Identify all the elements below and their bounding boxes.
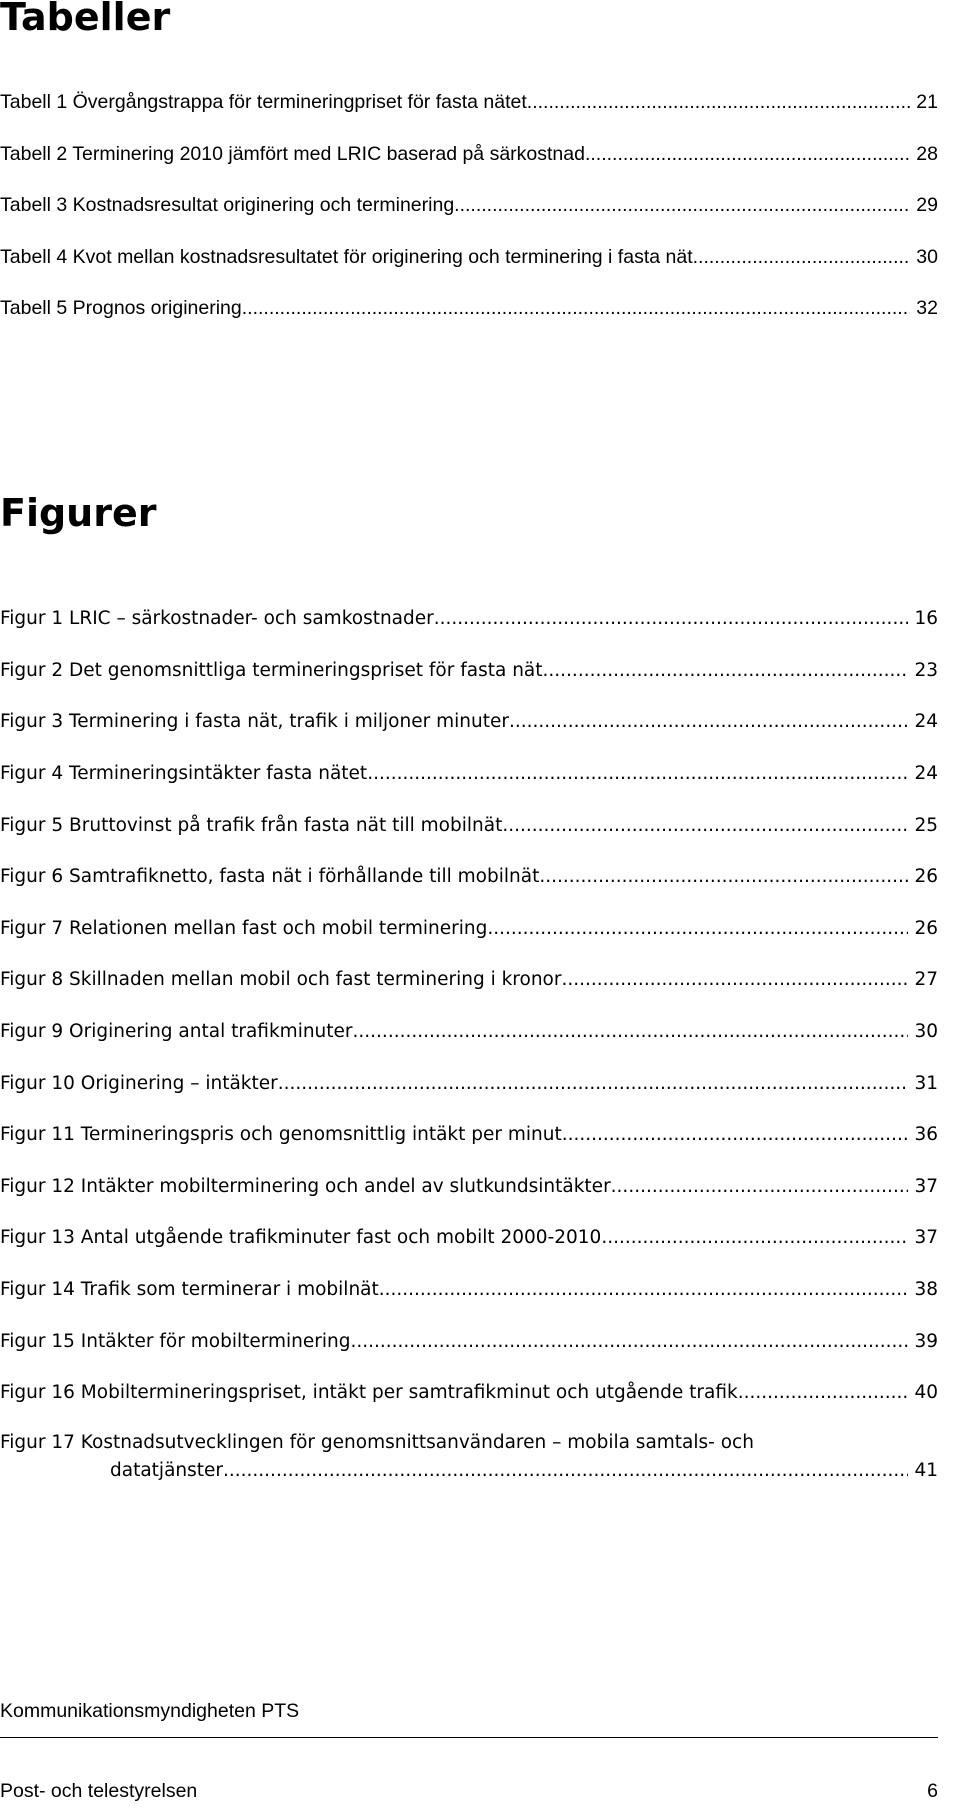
dot-leader (434, 608, 909, 630)
dot-leader (601, 1227, 908, 1249)
toc-entry-continuation (0, 1457, 938, 1485)
toc-entry-page: 28 (916, 143, 938, 165)
toc-entry-page: 24 (914, 763, 938, 784)
toc-entry-figure-8[interactable] (0, 969, 938, 991)
toc-entry-page: 36 (914, 1124, 938, 1145)
footer-divider (0, 1737, 938, 1738)
footer-publisher: Post- och telestyrelsen (0, 1780, 198, 1802)
toc-entry-figure-9[interactable] (0, 1021, 938, 1043)
toc-entry-page: 30 (916, 246, 938, 268)
toc-entry-title: Tabell 1 Övergångstrappa för termineringpriset för fasta nätet (0, 91, 527, 113)
toc-entry-page: 21 (916, 91, 938, 113)
toc-entry-figure-13[interactable] (0, 1227, 938, 1249)
dot-leader (509, 711, 909, 733)
dot-leader (487, 918, 908, 940)
toc-entry-page: 27 (914, 969, 938, 990)
dot-leader (242, 297, 911, 319)
dot-leader (611, 1176, 909, 1198)
toc-entry-page: 16 (914, 608, 938, 629)
toc-entry-title: Figur 9 Originering antal trafikminuter (0, 1021, 353, 1042)
dot-leader (738, 1382, 909, 1404)
toc-entry-page: 41 (914, 1460, 938, 1481)
toc-entry-page: 40 (914, 1382, 938, 1403)
figures-heading: Figurer (0, 491, 157, 535)
toc-entry-table-3[interactable] (0, 194, 938, 216)
dot-leader (353, 1021, 909, 1043)
toc-entry-figure-17[interactable] (0, 1429, 938, 1485)
toc-entry-title: Figur 1 LRIC – särkostnader- och samkostnader (0, 608, 434, 629)
toc-entry-figure-10[interactable] (0, 1073, 938, 1095)
toc-entry-title: Figur 13 Antal utgående trafikminuter fast och mobilt 2000-2010 (0, 1227, 602, 1248)
toc-entry-page: 38 (914, 1279, 938, 1300)
dot-leader (278, 1073, 909, 1095)
toc-entry-table-4[interactable] (0, 246, 938, 268)
dot-leader (543, 660, 909, 682)
dot-leader (527, 91, 911, 113)
toc-entry-title: Figur 8 Skillnaden mellan mobil och fast terminering i kronor (0, 969, 562, 990)
toc-entry-page: 29 (916, 194, 938, 216)
toc-entry-title: Figur 17 Kostnadsutvecklingen för genomsnittsanvändaren – mobila samtals- och (0, 1432, 754, 1453)
toc-entry-title: Figur 14 Trafik som terminerar i mobilnät (0, 1279, 379, 1300)
toc-entry-figure-5[interactable] (0, 815, 938, 837)
toc-entry-title: Figur 4 Termineringsintäkter fasta nätet (0, 763, 368, 784)
toc-entry-title-continued: datatjänster (110, 1460, 224, 1481)
toc-entry-figure-12[interactable] (0, 1176, 938, 1198)
footer-organization: Kommunikationsmyndigheten PTS (0, 1700, 300, 1722)
toc-entry-title: Figur 10 Originering – intäkter (0, 1073, 278, 1094)
toc-entry-page: 26 (914, 918, 938, 939)
dot-leader (351, 1331, 909, 1353)
toc-entry-title: Tabell 2 Terminering 2010 jämfört med LRIC baserad på särkostnad (0, 143, 585, 165)
toc-entry-page: 39 (914, 1331, 938, 1352)
toc-entry-title: Figur 7 Relationen mellan fast och mobil terminering (0, 918, 488, 939)
toc-entry-page: 32 (916, 297, 938, 319)
toc-entry-page: 37 (914, 1227, 938, 1248)
toc-entry-figure-15[interactable] (0, 1331, 938, 1353)
toc-entry-page: 37 (914, 1176, 938, 1197)
toc-entry-title: Tabell 5 Prognos originering (0, 297, 242, 319)
toc-entry-title: Figur 15 Intäkter för mobilterminering (0, 1331, 351, 1352)
dot-leader (561, 969, 908, 991)
toc-entry-title: Figur 11 Termineringspris och genomsnittlig intäkt per minut (0, 1124, 562, 1145)
toc-entry-title: Figur 3 Terminering i fasta nät, trafik i miljoner minuter (0, 711, 509, 732)
toc-entry-page: 25 (914, 815, 938, 836)
toc-entry-table-1[interactable] (0, 91, 938, 113)
dot-leader (585, 143, 910, 165)
toc-entry-page: 30 (914, 1021, 938, 1042)
page-number: 6 (927, 1780, 938, 1802)
toc-entry-figure-11[interactable] (0, 1124, 938, 1146)
toc-entry-figure-4[interactable] (0, 763, 938, 785)
dot-leader (502, 815, 908, 837)
tables-heading: Tabeller (0, 0, 171, 39)
toc-entry-title: Figur 12 Intäkter mobilterminering och andel av slutkundsintäkter (0, 1176, 611, 1197)
dot-leader (367, 763, 908, 785)
dot-leader (562, 1124, 909, 1146)
toc-entry-title: Figur 2 Det genomsnittliga termineringspriset för fasta nät (0, 660, 543, 681)
dot-leader (379, 1279, 909, 1301)
toc-entry-figure-16[interactable] (0, 1382, 938, 1404)
toc-entry-page: 23 (914, 660, 938, 681)
toc-entry-title: Tabell 4 Kvot mellan kostnadsresultatet för originering och terminering i fasta nät (0, 246, 693, 268)
toc-entry-page: 26 (914, 866, 938, 887)
toc-entry-figure-3[interactable] (0, 711, 938, 733)
toc-entry-title: Figur 6 Samtrafiknetto, fasta nät i förhållande till mobilnät (0, 866, 540, 887)
toc-entry-table-2[interactable] (0, 143, 938, 165)
dot-leader (223, 1457, 908, 1485)
toc-entry-title: Figur 16 Mobiltermineringspriset, intäkt per samtrafikminut och utgående trafik (0, 1382, 738, 1403)
toc-entry-figure-7[interactable] (0, 918, 938, 940)
toc-entry-figure-2[interactable] (0, 660, 938, 682)
dot-leader (693, 246, 911, 268)
toc-entry-page: 31 (914, 1073, 938, 1094)
toc-entry-page: 24 (914, 711, 938, 732)
toc-entry-figure-14[interactable] (0, 1279, 938, 1301)
toc-entry-table-5[interactable] (0, 297, 938, 319)
dot-leader (454, 194, 910, 216)
dot-leader (539, 866, 908, 888)
toc-entry-figure-1[interactable] (0, 608, 938, 630)
toc-entry-title: Tabell 3 Kostnadsresultat originering och terminering (0, 194, 455, 216)
toc-entry-figure-6[interactable] (0, 866, 938, 888)
toc-entry-title: Figur 5 Bruttovinst på trafik från fasta nät till mobilnät (0, 815, 503, 836)
